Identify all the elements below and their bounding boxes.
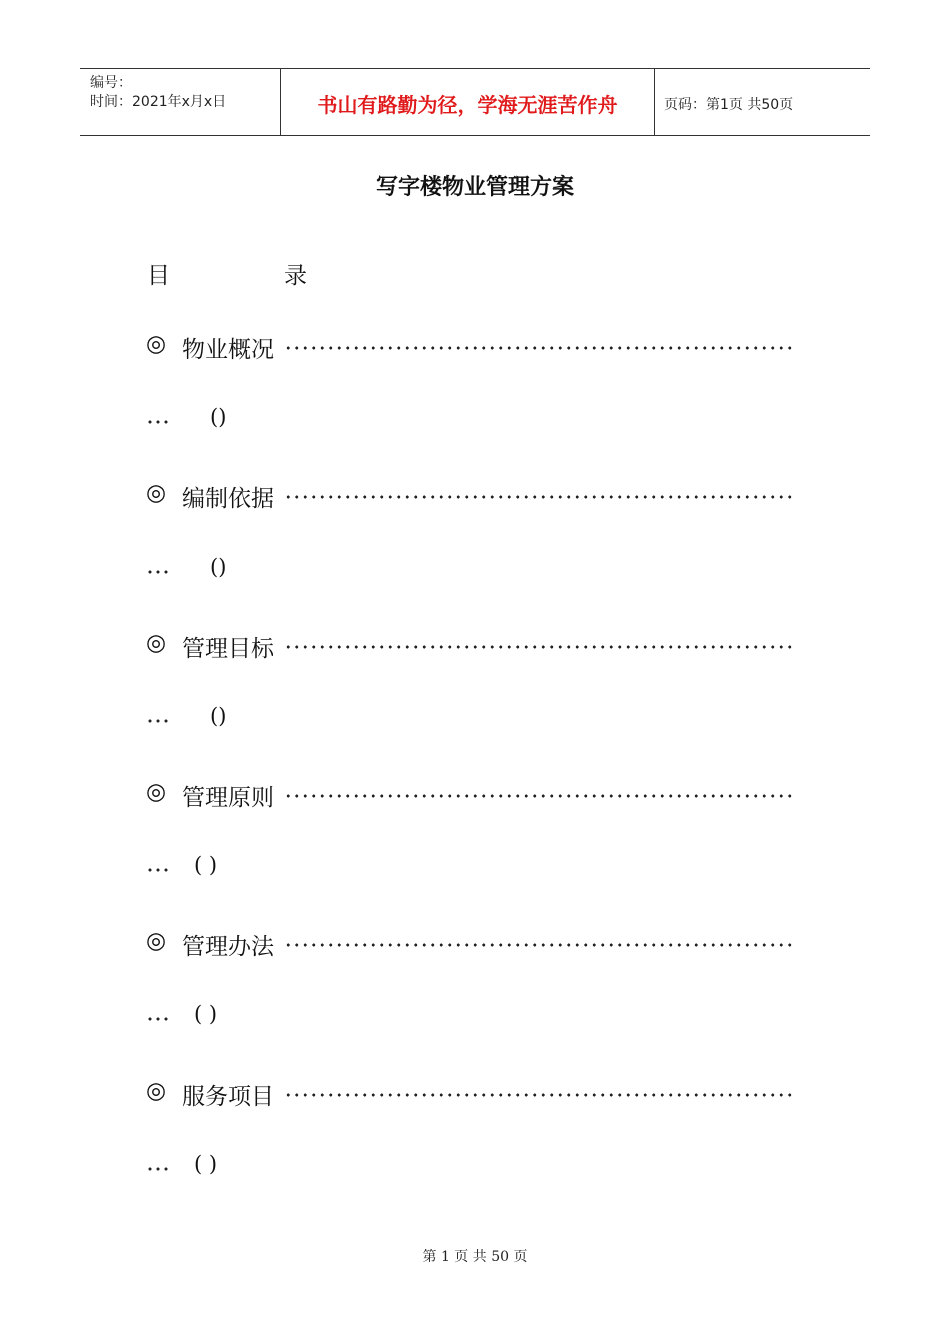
dot-leader-tail	[146, 1164, 170, 1174]
dot-leader-tail	[146, 417, 170, 427]
header-motto-cell	[281, 69, 655, 135]
toc-heading-second: 录	[284, 263, 307, 289]
double-circle-icon: ◎	[146, 1078, 167, 1104]
double-circle-icon: ◎	[146, 630, 167, 656]
toc-entry	[146, 480, 806, 510]
toc-page-number: ( )	[194, 853, 218, 877]
double-circle-icon: ◎	[146, 928, 167, 954]
header-meta-cell	[80, 69, 281, 135]
toc-page-number: ( )	[194, 1152, 218, 1176]
double-circle-icon: ◎	[146, 480, 167, 506]
toc-page-number: ()	[210, 704, 227, 728]
toc-entry-label: 物业概况	[182, 337, 274, 363]
dot-leader-tail	[146, 716, 170, 726]
toc-entry	[146, 779, 806, 809]
dot-leader	[284, 492, 794, 502]
toc-page-number: ()	[210, 405, 227, 429]
toc-page-number: ()	[210, 555, 227, 579]
document-time-label: 时间：2021年x月x日	[90, 94, 227, 110]
dot-leader-tail	[146, 1014, 170, 1024]
dot-leader	[284, 1090, 794, 1100]
double-circle-icon: ◎	[146, 779, 167, 805]
document-title: 写字楼物业管理方案	[375, 174, 574, 200]
toc-entry-label: 管理办法	[182, 934, 274, 960]
header-page-info: 页码：第1页 共50页	[664, 97, 794, 113]
toc-heading-first: 目	[147, 263, 170, 289]
toc-entry-label: 管理原则	[182, 785, 274, 811]
dot-leader	[284, 791, 794, 801]
dot-leader-tail	[146, 865, 170, 875]
dot-leader-tail	[146, 567, 170, 577]
toc-entry-label: 编制依据	[182, 486, 274, 512]
dot-leader	[284, 343, 794, 353]
toc-entry-label: 服务项目	[182, 1084, 274, 1110]
dot-leader	[284, 940, 794, 950]
header-page-cell	[655, 69, 870, 135]
double-circle-icon: ◎	[146, 331, 167, 357]
toc-page-number: ( )	[194, 1002, 218, 1026]
toc-entry-label: 管理目标	[182, 636, 274, 662]
dot-leader	[284, 642, 794, 652]
document-number-label: 编号：	[90, 75, 132, 91]
toc-entry	[146, 630, 806, 660]
toc-entry	[146, 331, 806, 361]
header-motto: 书山有路勤为径，学海无涯苦作舟	[317, 93, 618, 117]
toc-entry	[146, 1078, 806, 1108]
page-footer: 第 1 页 共 50 页	[422, 1249, 528, 1265]
toc-entry	[146, 928, 806, 958]
page-header	[80, 68, 870, 136]
